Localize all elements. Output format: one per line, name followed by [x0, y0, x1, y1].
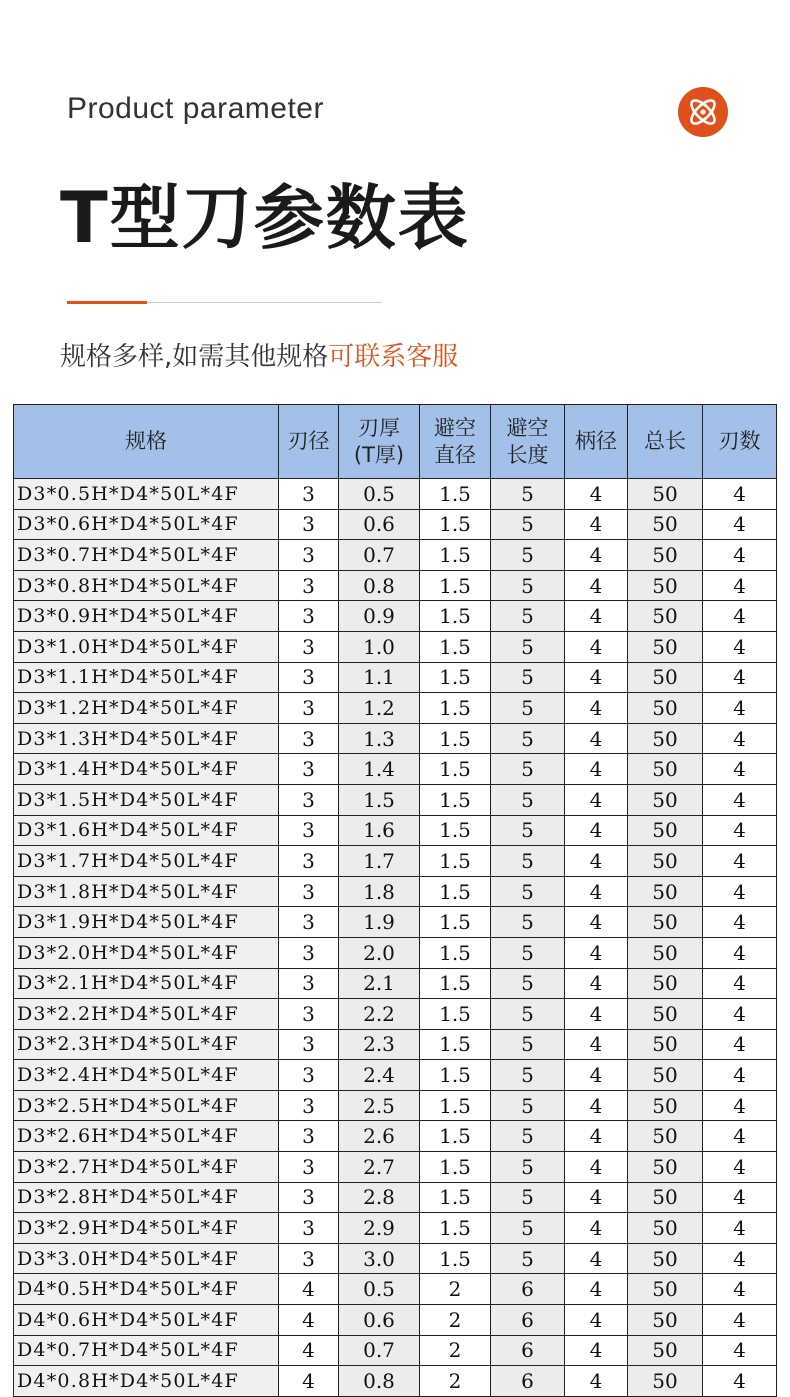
table-cell: 5 — [491, 999, 565, 1030]
table-cell: 5 — [491, 509, 565, 540]
table-cell: 4 — [703, 479, 777, 510]
table-cell: 2.4 — [339, 1060, 420, 1091]
table-cell: 50 — [628, 601, 703, 632]
contact-service-link[interactable]: 可联系客服 — [328, 342, 459, 372]
header-blade-diameter — [279, 405, 339, 479]
table-cell: 2.8 — [339, 1182, 420, 1213]
table-cell: 5 — [491, 815, 565, 846]
spec-cell: D3*2.0H*D4*50L*4F — [14, 937, 279, 968]
table-cell: 50 — [628, 570, 703, 601]
table-cell: 5 — [491, 1152, 565, 1183]
table-cell: 50 — [628, 1090, 703, 1121]
table-cell: 6 — [491, 1366, 565, 1397]
table-cell: 4 — [703, 662, 777, 693]
table-cell: 4 — [703, 1152, 777, 1183]
table-cell: 6 — [491, 1274, 565, 1305]
table-cell: 2 — [420, 1366, 491, 1397]
tagline-text: 规格多样,如需其他规格 — [60, 342, 329, 372]
subtitle-en: Product parameter — [67, 92, 324, 125]
table-row — [14, 937, 777, 968]
table-cell: 1.5 — [420, 1213, 491, 1244]
table-cell: 5 — [491, 1090, 565, 1121]
spec-cell: D3*1.4H*D4*50L*4F — [14, 754, 279, 785]
table-cell: 1.5 — [420, 815, 491, 846]
table-cell: 4 — [703, 1335, 777, 1366]
table-cell: 1.5 — [420, 846, 491, 877]
table-cell: 4 — [565, 937, 628, 968]
spec-cell: D3*2.1H*D4*50L*4F — [14, 968, 279, 999]
table-cell: 3 — [279, 846, 339, 877]
table-cell: 1.5 — [420, 784, 491, 815]
table-cell: 4 — [565, 509, 628, 540]
table-cell: 5 — [491, 631, 565, 662]
table-row — [14, 1366, 777, 1397]
table-row — [14, 509, 777, 540]
table-cell: 50 — [628, 876, 703, 907]
table-row — [14, 754, 777, 785]
table-cell: 50 — [628, 1121, 703, 1152]
table-cell: 4 — [565, 693, 628, 724]
table-cell: 5 — [491, 540, 565, 571]
table-cell: 1.5 — [420, 540, 491, 571]
table-cell: 4 — [703, 907, 777, 938]
table-cell: 50 — [628, 907, 703, 938]
table-cell: 4 — [565, 1213, 628, 1244]
table-cell: 2.9 — [339, 1213, 420, 1244]
table-cell: 4 — [565, 1029, 628, 1060]
header-overall-length — [628, 405, 703, 479]
header-label: (T厚) — [353, 442, 405, 467]
table-row — [14, 723, 777, 754]
table-cell: 1.5 — [420, 1182, 491, 1213]
table-cell: 5 — [491, 784, 565, 815]
table-cell: 3 — [279, 540, 339, 571]
table-row — [14, 662, 777, 693]
table-cell: 4 — [565, 1121, 628, 1152]
table-cell: 1.8 — [339, 876, 420, 907]
table-cell: 5 — [491, 937, 565, 968]
table-cell: 4 — [703, 1305, 777, 1336]
table-cell: 1.1 — [339, 662, 420, 693]
table-cell: 0.8 — [339, 570, 420, 601]
table-cell: 4 — [565, 479, 628, 510]
table-cell: 1.6 — [339, 815, 420, 846]
table-cell: 3 — [279, 1213, 339, 1244]
table-row — [14, 1029, 777, 1060]
table-cell: 50 — [628, 754, 703, 785]
table-row — [14, 1305, 777, 1336]
spec-cell: D3*2.9H*D4*50L*4F — [14, 1213, 279, 1244]
table-cell: 3 — [279, 1060, 339, 1091]
spec-cell: D3*2.7H*D4*50L*4F — [14, 1152, 279, 1183]
table-cell: 4 — [703, 570, 777, 601]
table-cell: 3 — [279, 876, 339, 907]
spec-cell: D3*1.5H*D4*50L*4F — [14, 784, 279, 815]
table-cell: 4 — [565, 815, 628, 846]
table-cell: 3 — [279, 815, 339, 846]
table-cell: 3 — [279, 601, 339, 632]
table-cell: 50 — [628, 1305, 703, 1336]
table-cell: 2 — [420, 1274, 491, 1305]
table-cell: 1.5 — [420, 509, 491, 540]
table-cell: 2.0 — [339, 937, 420, 968]
header-label: 避空 — [506, 415, 549, 440]
table-cell: 5 — [491, 754, 565, 785]
table-row — [14, 1121, 777, 1152]
table-cell: 4 — [565, 570, 628, 601]
spec-cell: D3*1.3H*D4*50L*4F — [14, 723, 279, 754]
table-cell: 0.6 — [339, 1305, 420, 1336]
table-cell: 4 — [703, 754, 777, 785]
parameter-table — [13, 404, 777, 1397]
table-cell: 50 — [628, 1152, 703, 1183]
table-cell: 4 — [565, 968, 628, 999]
table-cell: 1.5 — [420, 1029, 491, 1060]
spec-cell: D4*0.7H*D4*50L*4F — [14, 1335, 279, 1366]
table-cell: 1.2 — [339, 693, 420, 724]
table-cell: 4 — [703, 1090, 777, 1121]
table-row — [14, 631, 777, 662]
table-row — [14, 540, 777, 571]
table-cell: 3 — [279, 631, 339, 662]
table-cell: 1.5 — [420, 1090, 491, 1121]
table-cell: 3 — [279, 1029, 339, 1060]
table-cell: 6 — [491, 1335, 565, 1366]
table-cell: 3 — [279, 723, 339, 754]
header-label: 刃径 — [287, 429, 330, 453]
table-row — [14, 1060, 777, 1091]
spec-cell: D3*1.9H*D4*50L*4F — [14, 907, 279, 938]
table-cell: 1.5 — [420, 1121, 491, 1152]
spec-cell: D3*1.6H*D4*50L*4F — [14, 815, 279, 846]
atom-orbit-icon — [678, 87, 728, 137]
table-row — [14, 693, 777, 724]
table-cell: 1.5 — [420, 693, 491, 724]
table-cell: 4 — [703, 1274, 777, 1305]
table-cell: 4 — [703, 784, 777, 815]
spec-cell: D3*1.2H*D4*50L*4F — [14, 693, 279, 724]
table-cell: 1.9 — [339, 907, 420, 938]
header-clearance-length — [491, 405, 565, 479]
table-cell: 1.5 — [420, 723, 491, 754]
table-cell: 5 — [491, 1121, 565, 1152]
table-cell: 4 — [703, 1029, 777, 1060]
table-cell: 2.2 — [339, 999, 420, 1030]
table-cell: 3 — [279, 693, 339, 724]
table-row — [14, 1182, 777, 1213]
table-row — [14, 1152, 777, 1183]
table-cell: 4 — [565, 1335, 628, 1366]
header-label: 总长 — [644, 429, 686, 453]
table-cell: 4 — [565, 1366, 628, 1397]
table-cell: 50 — [628, 631, 703, 662]
table-cell: 0.5 — [339, 1274, 420, 1305]
table-cell: 3 — [279, 907, 339, 938]
table-cell: 5 — [491, 723, 565, 754]
table-cell: 4 — [703, 999, 777, 1030]
table-cell: 4 — [703, 815, 777, 846]
table-cell: 50 — [628, 540, 703, 571]
table-cell: 50 — [628, 1182, 703, 1213]
table-cell: 4 — [703, 540, 777, 571]
spec-cell: D3*1.8H*D4*50L*4F — [14, 876, 279, 907]
table-cell: 50 — [628, 1366, 703, 1397]
table-cell: 0.5 — [339, 479, 420, 510]
table-cell: 3 — [279, 754, 339, 785]
header-label: 长度 — [506, 442, 549, 467]
table-cell: 2.3 — [339, 1029, 420, 1060]
header-flutes — [703, 405, 777, 479]
table-cell: 4 — [565, 1182, 628, 1213]
spec-cell: D3*3.0H*D4*50L*4F — [14, 1243, 279, 1274]
header-blade-thickness — [339, 405, 420, 479]
table-cell: 4 — [565, 876, 628, 907]
table-cell: 4 — [565, 1152, 628, 1183]
table-cell: 5 — [491, 479, 565, 510]
table-header-row — [14, 405, 777, 479]
table-cell: 4 — [565, 540, 628, 571]
table-cell: 50 — [628, 846, 703, 877]
spec-cell: D3*2.3H*D4*50L*4F — [14, 1029, 279, 1060]
table-cell: 50 — [628, 1335, 703, 1366]
table-cell: 3 — [279, 479, 339, 510]
table-cell: 4 — [565, 846, 628, 877]
table-cell: 3 — [279, 999, 339, 1030]
spec-cell: D3*2.5H*D4*50L*4F — [14, 1090, 279, 1121]
tagline — [60, 336, 458, 373]
table-cell: 2 — [420, 1305, 491, 1336]
table-cell: 1.5 — [420, 601, 491, 632]
table-cell: 1.5 — [420, 968, 491, 999]
table-row — [14, 815, 777, 846]
table-cell: 4 — [703, 1060, 777, 1091]
table-cell: 1.5 — [339, 784, 420, 815]
spec-cell: D3*2.6H*D4*50L*4F — [14, 1121, 279, 1152]
table-cell: 4 — [565, 601, 628, 632]
header-label: 避空 — [434, 415, 476, 440]
table-row — [14, 570, 777, 601]
table-cell: 50 — [628, 1060, 703, 1091]
table-cell: 5 — [491, 846, 565, 877]
table-cell: 5 — [491, 1243, 565, 1274]
table-row — [14, 999, 777, 1030]
header-label: 直径 — [434, 442, 476, 467]
table-cell: 4 — [703, 601, 777, 632]
spec-cell: D4*0.8H*D4*50L*4F — [14, 1366, 279, 1397]
table-cell: 50 — [628, 1243, 703, 1274]
header-label: 刃厚 — [358, 415, 400, 440]
table-cell: 3 — [279, 662, 339, 693]
table-body — [14, 479, 777, 1397]
spec-cell: D3*2.2H*D4*50L*4F — [14, 999, 279, 1030]
header-label: 刃数 — [718, 429, 761, 453]
spec-cell: D3*0.5H*D4*50L*4F — [14, 479, 279, 510]
table-cell: 0.8 — [339, 1366, 420, 1397]
table-cell: 0.9 — [339, 601, 420, 632]
table-cell: 0.7 — [339, 540, 420, 571]
table-cell: 4 — [703, 937, 777, 968]
header-shank-diameter — [565, 405, 628, 479]
table-cell: 1.5 — [420, 479, 491, 510]
spec-cell: D3*2.8H*D4*50L*4F — [14, 1182, 279, 1213]
table-cell: 50 — [628, 937, 703, 968]
table-cell: 3 — [279, 509, 339, 540]
table-cell: 4 — [565, 1274, 628, 1305]
table-cell: 1.5 — [420, 907, 491, 938]
table-cell: 3 — [279, 1243, 339, 1274]
table-cell: 1.5 — [420, 631, 491, 662]
table-cell: 5 — [491, 601, 565, 632]
table-cell: 4 — [565, 999, 628, 1030]
table-cell: 4 — [565, 662, 628, 693]
table-row — [14, 784, 777, 815]
table-cell: 4 — [565, 1090, 628, 1121]
table-cell: 4 — [703, 1213, 777, 1244]
table-cell: 50 — [628, 1029, 703, 1060]
spec-cell: D3*0.9H*D4*50L*4F — [14, 601, 279, 632]
table-cell: 4 — [279, 1274, 339, 1305]
table-cell: 3 — [279, 784, 339, 815]
table-row — [14, 1090, 777, 1121]
table-cell: 4 — [565, 907, 628, 938]
table-cell: 3 — [279, 937, 339, 968]
table-cell: 1.5 — [420, 570, 491, 601]
table-cell: 4 — [565, 1243, 628, 1274]
spec-cell: D3*0.8H*D4*50L*4F — [14, 570, 279, 601]
table-cell: 3 — [279, 1090, 339, 1121]
table-cell: 1.3 — [339, 723, 420, 754]
table-cell: 2.1 — [339, 968, 420, 999]
spec-cell: D3*1.0H*D4*50L*4F — [14, 631, 279, 662]
table-cell: 4 — [703, 1182, 777, 1213]
table-cell: 3 — [279, 1152, 339, 1183]
table-cell: 5 — [491, 662, 565, 693]
table-cell: 2 — [420, 1335, 491, 1366]
table-cell: 4 — [703, 509, 777, 540]
table-cell: 1.5 — [420, 999, 491, 1030]
spec-cell: D3*0.7H*D4*50L*4F — [14, 540, 279, 571]
table-cell: 3 — [279, 1121, 339, 1152]
table-cell: 5 — [491, 1060, 565, 1091]
table-cell: 4 — [279, 1366, 339, 1397]
table-cell: 2.7 — [339, 1152, 420, 1183]
table-cell: 4 — [565, 1305, 628, 1336]
table-cell: 2.6 — [339, 1121, 420, 1152]
table-cell: 4 — [565, 631, 628, 662]
table-cell: 50 — [628, 815, 703, 846]
table-cell: 5 — [491, 968, 565, 999]
spec-cell: D4*0.5H*D4*50L*4F — [14, 1274, 279, 1305]
table-cell: 50 — [628, 509, 703, 540]
table-cell: 4 — [565, 784, 628, 815]
table-cell: 3 — [279, 968, 339, 999]
table-cell: 5 — [491, 1213, 565, 1244]
table-cell: 4 — [703, 693, 777, 724]
table-row — [14, 601, 777, 632]
header-label: 规格 — [125, 429, 167, 453]
table-cell: 50 — [628, 1274, 703, 1305]
table-cell: 1.5 — [420, 754, 491, 785]
table-cell: 50 — [628, 784, 703, 815]
table-cell: 4 — [703, 876, 777, 907]
table-row — [14, 1213, 777, 1244]
table-cell: 4 — [703, 1243, 777, 1274]
table-cell: 3 — [279, 1182, 339, 1213]
table-row — [14, 876, 777, 907]
table-cell: 4 — [565, 723, 628, 754]
table-cell: 4 — [703, 1121, 777, 1152]
title-divider-accent — [67, 301, 147, 304]
spec-cell: D3*2.4H*D4*50L*4F — [14, 1060, 279, 1091]
table-cell: 5 — [491, 907, 565, 938]
table-cell: 5 — [491, 693, 565, 724]
table-cell: 1.5 — [420, 937, 491, 968]
table-cell: 50 — [628, 723, 703, 754]
table-row — [14, 479, 777, 510]
table-cell: 1.7 — [339, 846, 420, 877]
table-row — [14, 1243, 777, 1274]
header-label: 柄径 — [575, 429, 617, 453]
table-cell: 1.4 — [339, 754, 420, 785]
spec-cell: D3*1.7H*D4*50L*4F — [14, 846, 279, 877]
table-cell: 3 — [279, 570, 339, 601]
table-row — [14, 846, 777, 877]
table-cell: 50 — [628, 1213, 703, 1244]
table-cell: 50 — [628, 693, 703, 724]
page-title: T型刀参数表 — [60, 177, 470, 259]
table-cell: 4 — [565, 1060, 628, 1091]
table-row — [14, 907, 777, 938]
table-cell: 1.5 — [420, 662, 491, 693]
table-cell: 4 — [703, 968, 777, 999]
table-cell: 3.0 — [339, 1243, 420, 1274]
table-cell: 2.5 — [339, 1090, 420, 1121]
table-cell: 5 — [491, 876, 565, 907]
table-cell: 1.5 — [420, 1060, 491, 1091]
table-cell: 50 — [628, 479, 703, 510]
table-cell: 4 — [279, 1305, 339, 1336]
table-cell: 5 — [491, 1182, 565, 1213]
table-cell: 5 — [491, 1029, 565, 1060]
table-cell: 1.5 — [420, 876, 491, 907]
table-cell: 4 — [703, 1366, 777, 1397]
table-cell: 1.5 — [420, 1243, 491, 1274]
spec-cell: D4*0.6H*D4*50L*4F — [14, 1305, 279, 1336]
table-cell: 50 — [628, 999, 703, 1030]
table-row — [14, 1274, 777, 1305]
spec-cell: D3*0.6H*D4*50L*4F — [14, 509, 279, 540]
table-row — [14, 968, 777, 999]
table-cell: 1.0 — [339, 631, 420, 662]
table-cell: 50 — [628, 968, 703, 999]
table-cell: 6 — [491, 1305, 565, 1336]
table-cell: 4 — [565, 754, 628, 785]
table-cell: 5 — [491, 570, 565, 601]
table-cell: 1.5 — [420, 1152, 491, 1183]
table-cell: 0.6 — [339, 509, 420, 540]
table-row — [14, 1335, 777, 1366]
table-cell: 4 — [279, 1335, 339, 1366]
table-cell: 0.7 — [339, 1335, 420, 1366]
table-cell: 4 — [703, 846, 777, 877]
spec-cell: D3*1.1H*D4*50L*4F — [14, 662, 279, 693]
header-clearance-diameter — [420, 405, 491, 479]
table-cell: 4 — [703, 723, 777, 754]
table-cell: 50 — [628, 662, 703, 693]
header-spec — [14, 405, 279, 479]
table-cell: 4 — [703, 631, 777, 662]
